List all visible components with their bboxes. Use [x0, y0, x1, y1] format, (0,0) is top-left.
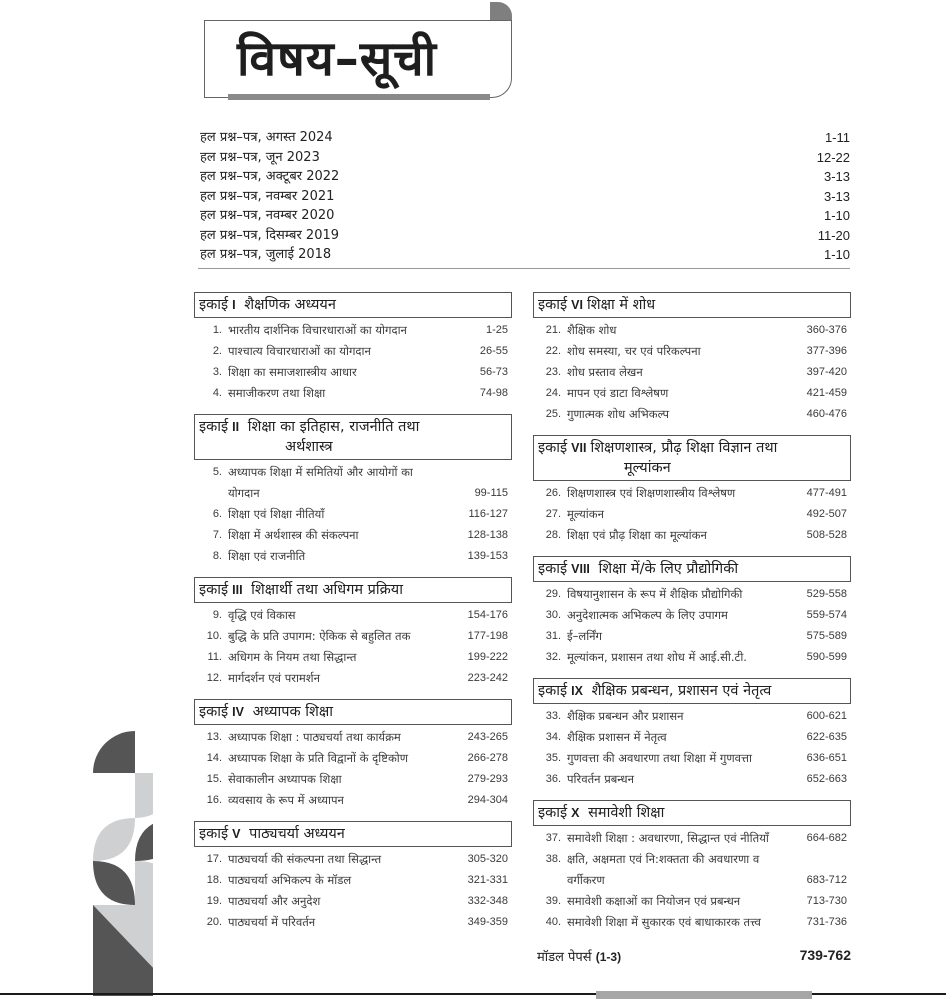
unit-prefix: इकाई [199, 297, 229, 313]
unit-title-continued: मूल्यांकन [624, 460, 671, 476]
solved-paper-row[interactable] [200, 167, 850, 187]
chapter-number: 13. [206, 731, 222, 743]
chapter-title: मार्गदर्शन एवं परामर्शन [228, 671, 320, 685]
chapter-number: 35. [545, 752, 561, 764]
chapter-row[interactable] [541, 483, 847, 504]
chapter-row[interactable] [202, 870, 508, 891]
paper-pages: 1-10 [823, 247, 850, 262]
chapter-pages: 279-293 [467, 773, 508, 785]
chapter-title: शैक्षिक प्रशासन में नेतृत्व [567, 730, 667, 744]
model-papers-range: (1-3) [595, 950, 622, 964]
paper-label: हल प्रश्न–पत्र, जुलाई 2018 [200, 247, 332, 262]
title-shadow-bar [228, 94, 490, 100]
chapter-number: 11. [207, 651, 222, 663]
unit-heading[interactable] [533, 800, 851, 826]
unit-6 [533, 292, 851, 425]
unit-heading[interactable] [533, 435, 851, 481]
chapter-number: 7. [212, 529, 222, 541]
model-papers-pages: 739-762 [799, 947, 851, 963]
unit-prefix: इकाई [538, 440, 568, 456]
page-title: विषय–सूची [237, 31, 438, 87]
paper-pages: 11-20 [817, 227, 850, 243]
unit-8 [533, 556, 851, 668]
chapter-row[interactable] [541, 341, 847, 362]
chapter-pages: 74-98 [479, 387, 508, 399]
units-right-column [533, 292, 851, 965]
solved-papers-list [200, 128, 850, 265]
chapter-title: अध्यापक शिक्षा : पाठ्यचर्या तथा कार्यक्रम [228, 730, 401, 744]
units-left-column [194, 292, 512, 943]
chapter-title: पाठ्यचर्या अभिकल्प के मॉडल [228, 873, 352, 887]
chapter-row[interactable] [541, 748, 847, 769]
chapter-number: 18. [206, 874, 222, 886]
chapter-row[interactable] [202, 320, 508, 341]
chapter-number: 4. [212, 387, 222, 399]
paper-pages: 1-11 [824, 130, 850, 145]
chapter-pages: 652-663 [806, 773, 847, 785]
chapter-number: 2. [212, 345, 222, 357]
chapter-title: अध्यापक शिक्षा के प्रति विद्वानों के दृष्टिकोण [228, 751, 409, 765]
chapter-title: शिक्षणशास्त्र एवं शिक्षणशास्त्रीय विश्लेषण [567, 486, 736, 500]
chapter-number: 26. [545, 487, 561, 499]
chapter-number: 14. [206, 752, 222, 764]
unit-heading[interactable] [194, 577, 512, 603]
chapter-row[interactable] [202, 605, 508, 626]
chapter-title: गुणात्मक शोध अभिकल्प [567, 407, 670, 421]
paper-pages: 1-10 [823, 208, 850, 223]
chapter-pages: 266-278 [467, 752, 508, 764]
solved-paper-row[interactable] [200, 148, 850, 168]
chapter-pages: 492-507 [806, 508, 847, 520]
unit-10 [533, 800, 851, 933]
unit-title-continued: अर्थशास्त्र [285, 439, 333, 455]
unit-title: शैक्षिक प्रबन्धन, प्रशासन एवं नेतृत्व [591, 683, 772, 699]
chapter-pages: 56-73 [479, 366, 508, 378]
paper-pages: 3-13 [823, 169, 850, 184]
unit-prefix: इकाई [538, 561, 568, 577]
chapter-row[interactable] [541, 647, 847, 668]
chapter-number: 6. [212, 508, 222, 520]
chapter-title: शोध समस्या, चर एवं परिकल्पना [567, 344, 701, 358]
chapter-title: अनुदेशात्मक अभिकल्प के लिए उपागम [567, 608, 728, 622]
unit-roman-numeral: II [232, 420, 240, 434]
unit-title: शिक्षार्थी तथा अधिगम प्रक्रिया [251, 582, 403, 598]
chapter-number: 31. [545, 630, 561, 642]
chapter-title: पाश्चात्य विचारधाराओं का योगदान [228, 344, 371, 358]
chapter-row[interactable] [202, 462, 508, 504]
paper-label: हल प्रश्न–पत्र, जून 2023 [200, 149, 320, 165]
chapter-number: 10. [206, 630, 222, 642]
chapter-pages: 99-115 [474, 487, 508, 499]
unit-4 [194, 699, 512, 811]
model-papers-label [537, 947, 621, 965]
chapter-number: 1. [212, 324, 222, 336]
chapter-row[interactable] [541, 525, 847, 546]
chapter-title: बुद्धि के प्रति उपागम: ऐकिक से बहुलित तक [228, 629, 411, 643]
chapter-row[interactable] [541, 849, 847, 891]
chapter-pages: 460-476 [806, 408, 847, 420]
chapter-title: पाठ्यचर्या की संकल्पना तथा सिद्धान्त [228, 852, 382, 866]
unit-roman-numeral: III [232, 583, 243, 597]
chapter-number: 17. [206, 853, 222, 865]
unit-title: शिक्षा में/के लिए प्रौद्योगिकी [598, 561, 739, 577]
chapter-pages: 294-304 [467, 794, 508, 806]
chapter-pages: 139-153 [467, 550, 508, 562]
unit-heading[interactable] [194, 821, 512, 847]
chapter-number: 30. [545, 609, 561, 621]
chapter-row[interactable] [541, 828, 847, 849]
chapter-title: अधिगम के नियम तथा सिद्धान्त [228, 650, 357, 664]
chapter-row[interactable] [202, 727, 508, 748]
chapter-pages: 243-265 [467, 731, 508, 743]
chapter-title: वृद्धि एवं विकास [228, 608, 296, 622]
chapter-pages: 559-574 [806, 609, 847, 621]
chapter-number: 28. [545, 529, 561, 541]
paper-label: हल प्रश्न–पत्र, नवम्बर 2020 [200, 208, 335, 223]
paper-pages: 12-22 [816, 149, 850, 165]
unit-prefix: इकाई [538, 805, 568, 821]
chapter-title: क्षति, अक्षमता एवं नि:शक्तता की अवधारणा व वर्गीकरण [567, 852, 760, 887]
chapter-row[interactable] [202, 912, 508, 933]
unit-prefix: इकाई [199, 582, 229, 598]
unit-title: शिक्षा का इतिहास, राजनीति तथा [247, 419, 420, 435]
chapter-title: भारतीय दार्शनिक विचारधाराओं का योगदान [228, 323, 407, 337]
solved-paper-row[interactable] [200, 245, 850, 265]
chapter-row[interactable] [541, 769, 847, 790]
chapter-title: समावेशी शिक्षा में सुकारक एवं बाधाकारक तत्त्व [567, 915, 761, 929]
chapter-number: 16. [206, 794, 222, 806]
chapter-number: 9. [212, 609, 222, 621]
chapter-row[interactable] [202, 891, 508, 912]
chapter-row[interactable] [202, 341, 508, 362]
paper-label: हल प्रश्न–पत्र, नवम्बर 2021 [200, 188, 335, 204]
chapter-number: 29. [545, 588, 561, 600]
chapter-row[interactable] [202, 849, 508, 870]
chapter-row[interactable] [202, 647, 508, 668]
unit-title: शिक्षा में शोध [586, 297, 656, 313]
unit-title: पाठ्यचर्या अध्ययन [249, 826, 345, 842]
chapter-pages: 529-558 [806, 588, 847, 600]
model-papers-row[interactable] [533, 947, 851, 965]
chapter-row[interactable] [202, 626, 508, 647]
chapter-pages: 664-682 [806, 832, 847, 844]
unit-roman-numeral: X [571, 806, 580, 820]
chapter-number: 39. [545, 895, 561, 907]
chapter-title: गुणवत्ता की अवधारणा तथा शिक्षा में गुणवत्ता [567, 751, 752, 765]
chapter-number: 19. [206, 895, 222, 907]
unit-1 [194, 292, 512, 404]
chapter-row[interactable] [541, 404, 847, 425]
chapter-number: 33. [545, 710, 561, 722]
chapter-title: पाठ्यचर्या और अनुदेश [228, 894, 321, 908]
chapter-number: 12. [206, 672, 222, 684]
unit-roman-numeral: IV [232, 705, 244, 719]
chapter-pages: 305-320 [467, 853, 508, 865]
paper-pages: 3-13 [823, 188, 850, 204]
chapter-row[interactable] [541, 891, 847, 912]
chapter-pages: 600-621 [806, 710, 847, 722]
chapter-row[interactable] [541, 912, 847, 933]
chapter-pages: 731-736 [806, 916, 847, 928]
decorative-leaf-shapes-icon [93, 731, 153, 996]
chapter-number: 21. [545, 324, 561, 336]
unit-9 [533, 678, 851, 790]
unit-heading[interactable] [533, 678, 851, 704]
chapter-number: 15. [206, 773, 222, 785]
footer-accent-bar [596, 991, 812, 999]
chapter-title: शिक्षा एवं प्रौढ़ शिक्षा का मूल्यांकन [567, 528, 707, 542]
unit-7 [533, 435, 851, 546]
chapter-row[interactable] [541, 504, 847, 525]
chapter-pages: 683-712 [806, 874, 847, 886]
model-papers-title: मॉडल पेपर्स [537, 950, 592, 965]
chapter-row[interactable] [541, 626, 847, 647]
chapter-number: 22. [545, 345, 561, 357]
unit-prefix: इकाई [538, 683, 568, 699]
chapter-title: मूल्यांकन, प्रशासन तथा शोध में आई.सी.टी. [567, 650, 747, 664]
chapter-row[interactable] [202, 546, 508, 567]
chapter-number: 20. [206, 916, 222, 928]
chapter-title: समाजीकरण तथा शिक्षा [228, 386, 326, 400]
unit-roman-numeral: V [232, 827, 241, 841]
chapter-title: व्यवसाय के रूप में अध्यापन [228, 793, 344, 807]
chapter-number: 25. [545, 408, 561, 420]
unit-roman-numeral: VII [571, 441, 587, 455]
chapter-title: सेवाकालीन अध्यापक शिक्षा [228, 772, 342, 786]
unit-roman-numeral: VIII [571, 562, 590, 576]
title-box [204, 20, 512, 98]
chapter-pages: 332-348 [467, 895, 508, 907]
paper-label: हल प्रश्न–पत्र, अगस्त 2024 [200, 130, 333, 145]
chapter-pages: 508-528 [806, 529, 847, 541]
chapter-row[interactable] [541, 383, 847, 404]
chapter-row[interactable] [202, 383, 508, 404]
chapter-number: 23. [545, 366, 561, 378]
paper-label: हल प्रश्न–पत्र, दिसम्बर 2019 [200, 227, 340, 243]
chapter-pages: 477-491 [806, 487, 847, 499]
chapter-number: 24. [545, 387, 561, 399]
solved-paper-row[interactable] [200, 128, 850, 148]
chapter-pages: 321-331 [467, 874, 508, 886]
chapter-row[interactable] [202, 362, 508, 383]
unit-roman-numeral: I [232, 298, 236, 312]
chapter-title: परिवर्तन प्रबन्धन [567, 772, 634, 786]
chapter-row[interactable] [202, 504, 508, 525]
chapter-pages: 360-376 [806, 324, 847, 336]
chapter-title: शोध प्रस्ताव लेखन [567, 365, 643, 379]
chapter-title: शैक्षिक प्रबन्धन और प्रशासन [567, 709, 684, 723]
unit-prefix: इकाई [199, 826, 229, 842]
unit-heading[interactable] [194, 414, 512, 460]
chapter-pages: 199-222 [467, 651, 508, 663]
unit-roman-numeral: IX [571, 684, 583, 698]
unit-prefix: इकाई [199, 419, 229, 435]
chapter-pages: 154-176 [467, 609, 508, 621]
chapter-number: 37. [545, 832, 561, 844]
chapter-pages: 26-55 [479, 345, 508, 357]
unit-roman-numeral: VI [571, 298, 583, 312]
chapter-number: 32. [545, 651, 561, 663]
chapter-title: शैक्षिक शोध [567, 323, 617, 337]
chapter-pages: 713-730 [806, 895, 847, 907]
chapter-title: शिक्षा का समाजशास्त्रीय आधार [228, 365, 357, 379]
unit-title: अध्यापक शिक्षा [252, 704, 334, 720]
chapter-title: विषयानुशासन के रूप में शैक्षिक प्रौद्योगिकी [567, 587, 743, 601]
section-divider [198, 268, 850, 269]
chapter-number: 8. [212, 550, 222, 562]
chapter-title: समावेशी कक्षाओं का नियोजन एवं प्रबन्धन [567, 894, 741, 908]
chapter-pages: 590-599 [806, 651, 847, 663]
unit-heading[interactable] [533, 556, 851, 582]
chapter-pages: 1-25 [485, 324, 508, 336]
chapter-pages: 377-396 [806, 345, 847, 357]
unit-heading[interactable] [194, 699, 512, 725]
chapter-row[interactable] [541, 706, 847, 727]
chapter-pages: 575-589 [806, 630, 847, 642]
chapter-pages: 116-127 [468, 508, 508, 520]
chapter-number: 36. [545, 773, 561, 785]
chapter-number: 3. [212, 366, 222, 378]
chapter-number: 38. [545, 853, 561, 865]
chapter-title: ई–लर्निंग [567, 629, 603, 643]
chapter-row[interactable] [541, 605, 847, 626]
chapter-row[interactable] [202, 668, 508, 689]
chapter-pages: 349-359 [467, 916, 508, 928]
unit-prefix: इकाई [199, 704, 229, 720]
chapter-row[interactable] [541, 320, 847, 341]
chapter-pages: 421-459 [806, 387, 847, 399]
chapter-row[interactable] [541, 584, 847, 605]
unit-heading[interactable] [533, 292, 851, 318]
chapter-pages: 177-198 [467, 630, 508, 642]
chapter-row[interactable] [541, 727, 847, 748]
chapter-pages: 397-420 [806, 366, 847, 378]
unit-3 [194, 577, 512, 689]
chapter-pages: 223-242 [467, 672, 508, 684]
chapter-title: शिक्षा में अर्थशास्त्र की संकल्पना [228, 528, 359, 542]
chapter-title: शिक्षा एवं राजनीति [228, 549, 306, 563]
chapter-title: पाठ्यचर्या में परिवर्तन [228, 915, 316, 929]
chapter-title: मूल्यांकन [567, 507, 604, 521]
chapter-pages: 636-651 [806, 752, 847, 764]
chapter-pages: 128-138 [467, 529, 508, 541]
unit-5 [194, 821, 512, 933]
title-banner [204, 2, 514, 100]
solved-paper-row[interactable] [200, 206, 850, 226]
unit-title: शैक्षणिक अध्ययन [244, 297, 336, 313]
chapter-row[interactable] [541, 362, 847, 383]
chapter-number: 27. [545, 508, 561, 520]
solved-paper-row[interactable] [200, 187, 850, 207]
chapter-row[interactable] [202, 748, 508, 769]
chapter-row[interactable] [202, 790, 508, 811]
unit-title: समावेशी शिक्षा [588, 805, 665, 821]
chapter-number: 40. [545, 916, 561, 928]
chapter-title: समावेशी शिक्षा : अवधारणा, सिद्धान्त एवं नीतियाँ [567, 831, 769, 845]
chapter-row[interactable] [202, 525, 508, 546]
chapter-number: 34. [545, 731, 561, 743]
solved-paper-row[interactable] [200, 226, 850, 246]
chapter-title: शिक्षा एवं शिक्षा नीतियाँ [228, 507, 325, 521]
chapter-number: 5. [212, 466, 222, 478]
paper-label: हल प्रश्न–पत्र, अक्टूबर 2022 [200, 169, 340, 184]
chapter-title: अध्यापक शिक्षा में समितियों और आयोगों का योगदान [228, 465, 413, 500]
unit-prefix: इकाई [538, 297, 568, 313]
chapter-row[interactable] [202, 769, 508, 790]
unit-title: शिक्षणशास्त्र, प्रौढ़ शिक्षा विज्ञान तथा [590, 440, 778, 456]
chapter-title: मापन एवं डाटा विश्लेषण [567, 386, 669, 400]
chapter-pages: 622-635 [806, 731, 847, 743]
unit-heading[interactable] [194, 292, 512, 318]
unit-2 [194, 414, 512, 567]
